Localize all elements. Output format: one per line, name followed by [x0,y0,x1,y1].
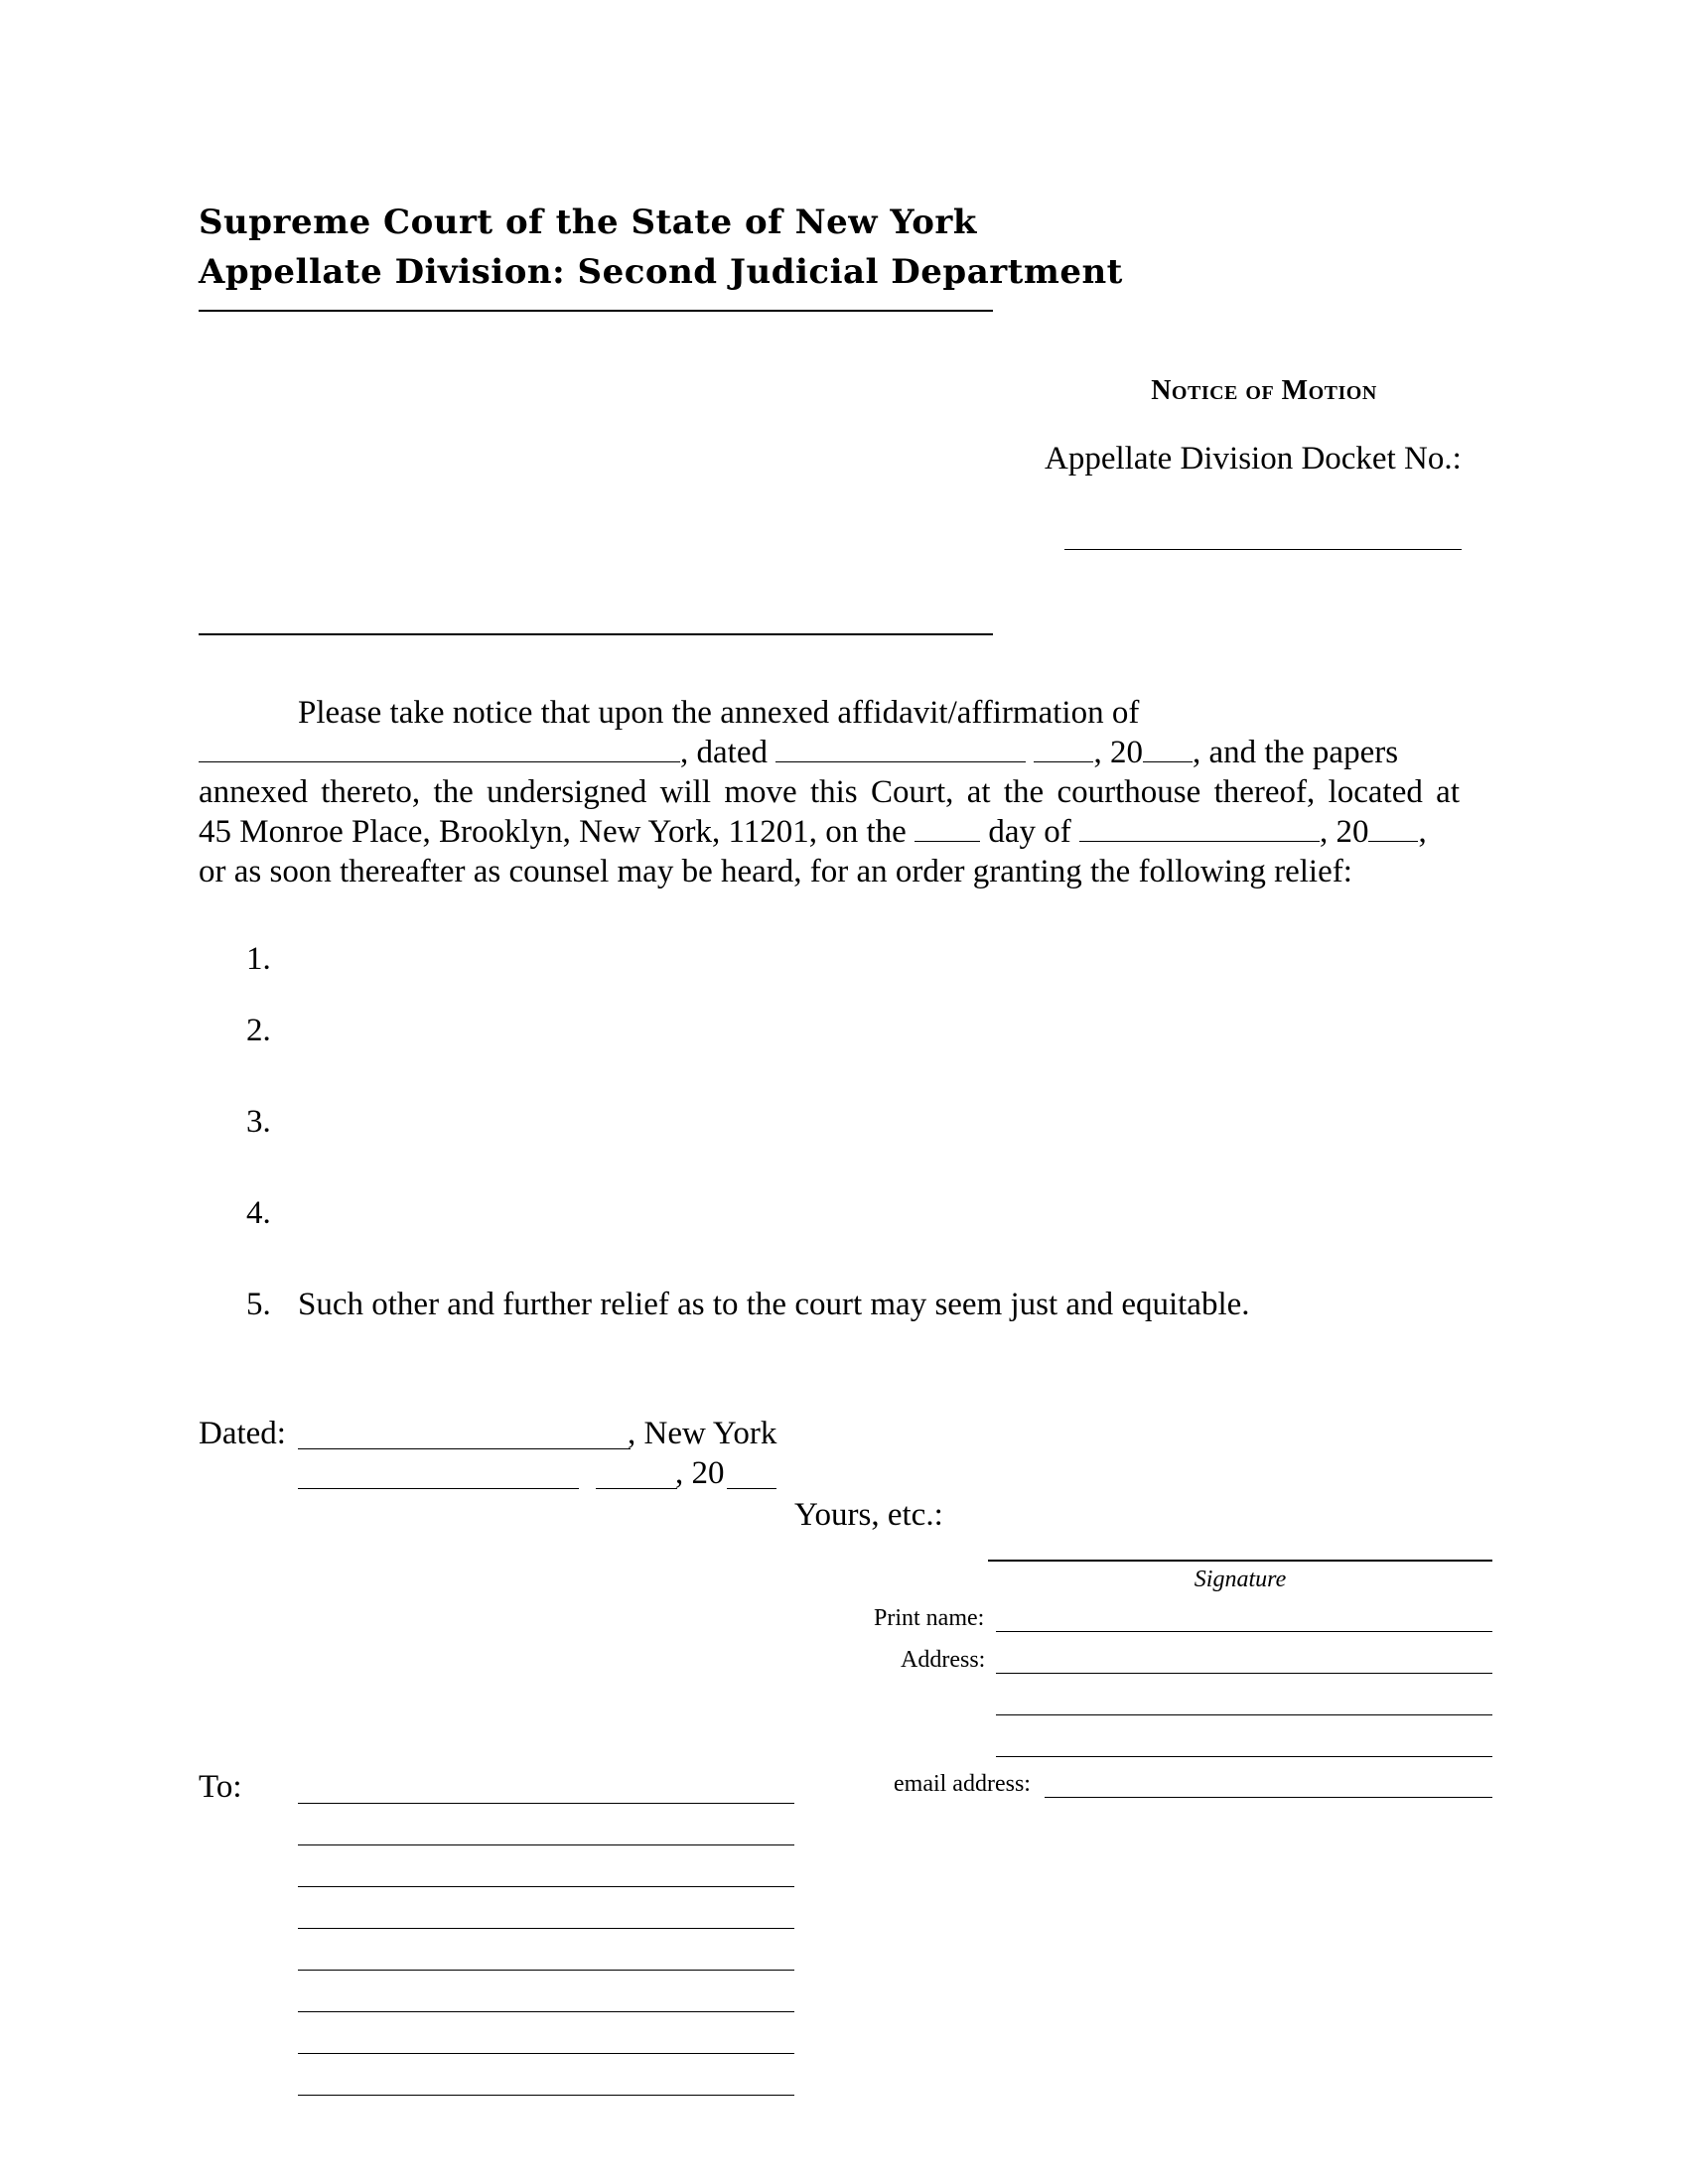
address-text: 45 Monroe Place, Brooklyn, New York, 11201, on the [199,814,907,850]
header-divider [199,310,993,312]
dated-text: , dated [680,735,768,770]
to-field-1[interactable] [298,1803,794,1804]
dated-year-field[interactable] [727,1488,776,1489]
relief-number-5: 5. [246,1287,271,1322]
affidavit-year-field[interactable] [1143,736,1193,762]
motion-month-field[interactable] [1079,815,1320,842]
notice-title: Notice of Motion [1151,375,1377,406]
body-line-4 [199,812,1472,852]
dated-day-field[interactable] [596,1488,677,1489]
relief-number-2: 2. [246,1013,271,1048]
to-field-3[interactable] [298,1886,794,1887]
to-label: To: [199,1769,242,1805]
to-field-6[interactable] [298,2011,794,2012]
year-prefix: , 20 [1093,735,1143,770]
affiant-name-field[interactable] [199,736,680,762]
docket-label: Appellate Division Docket No.: [1045,441,1462,477]
body-line-5: or as soon thereafter as counsel may be heard, for an order granting the following relief: [199,854,1352,889]
court-division: Appellate Division: Second Judicial Department [199,252,1123,292]
dated-month-field[interactable] [298,1488,579,1489]
court-name: Supreme Court of the State of New York [199,203,977,242]
affidavit-date-field[interactable] [775,736,1026,762]
motion-year-field[interactable] [1368,815,1418,842]
body-line-1: Please take notice that upon the annexed affidavit/affirmation of [298,695,1140,731]
day-of-text: day of [988,814,1071,850]
closing-text: Yours, etc.: [794,1497,943,1533]
dated-label: Dated: [199,1416,286,1451]
email-field[interactable] [1045,1797,1492,1798]
to-field-5[interactable] [298,1970,794,1971]
email-label: email address: [894,1771,1031,1797]
caption-divider [199,633,993,635]
to-field-8[interactable] [298,2095,794,2096]
motion-day-field[interactable] [914,815,980,842]
dated-location-field[interactable] [298,1448,631,1449]
print-name-label: Print name: [874,1605,985,1631]
body-line-2 [199,733,1460,772]
address-field-1[interactable] [996,1673,1492,1674]
to-field-2[interactable] [298,1844,794,1845]
address-label: Address: [901,1647,986,1673]
relief-number-3: 3. [246,1104,271,1140]
relief-number-1: 1. [246,941,271,977]
address-field-2[interactable] [996,1714,1492,1715]
relief-number-4: 4. [246,1195,271,1231]
motion-year-prefix: , 20 [1319,814,1369,850]
affidavit-day-field[interactable] [1034,736,1093,762]
to-field-4[interactable] [298,1928,794,1929]
to-field-7[interactable] [298,2053,794,2054]
dated-year-prefix: , 20 [675,1455,725,1491]
dated-location-suffix: , New York [628,1416,777,1451]
comma: , [1418,814,1427,850]
relief-item-5: Such other and further relief as to the court may seem just and equitable. [298,1287,1250,1322]
papers-text: , and the papers [1192,735,1399,770]
address-field-3[interactable] [996,1756,1492,1757]
body-line-3: annexed thereto, the undersigned will move this Court, at the courthouse thereof, located at [199,774,1460,810]
signature-label: Signature [1194,1567,1287,1592]
docket-number-field[interactable] [1064,549,1462,550]
signature-line[interactable] [988,1560,1492,1562]
print-name-field[interactable] [996,1631,1492,1632]
